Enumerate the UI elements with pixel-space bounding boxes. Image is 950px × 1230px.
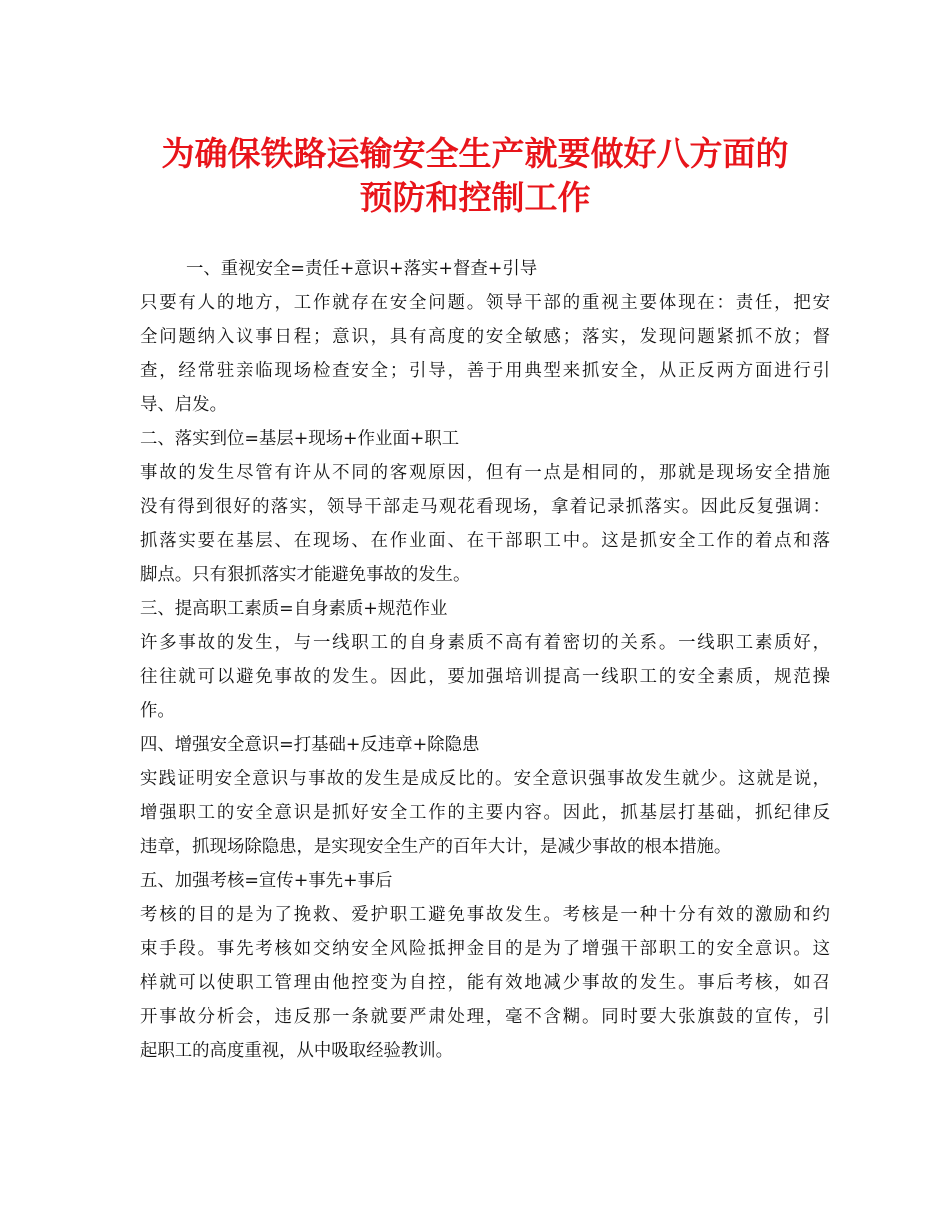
section-heading-3: 三、提高职工素质=自身素质+规范作业 [140, 599, 448, 619]
document-title-line-1: 为确保铁路运输安全生产就要做好八方面的 [161, 134, 789, 173]
section-heading-2: 二、落实到位=基层+现场+作业面+职工 [140, 429, 460, 449]
section-heading-1: 一、重视安全=责任+意识+落实+督查+引导 [186, 259, 538, 279]
paragraph-line: 增强职工的安全意识是抓好安全工作的主要内容。因此，抓基层打基础，抓纪律反 [140, 803, 830, 823]
paragraph-line: 导、启发。 [140, 395, 227, 415]
paragraph-line: 考核的目的是为了挽救、爱护职工避免事故发生。考核是一种十分有效的激励和约 [140, 905, 830, 925]
document-body [140, 252, 830, 1068]
paragraph-line: 抓落实要在基层、在现场、在作业面、在干部职工中。这是抓安全工作的着点和落 [140, 531, 830, 551]
paragraph-line: 往往就可以避免事故的发生。因此，要加强培训提高一线职工的安全素质，规范操 [140, 667, 830, 687]
paragraph-line: 起职工的高度重视，从中吸取经验教训。 [140, 1041, 454, 1061]
paragraph-line: 开事故分析会，违反那一条就要严肃处理，毫不含糊。同时要大张旗鼓的宣传，引 [140, 1007, 830, 1027]
paragraph-line: 束手段。事先考核如交纳安全风险抵押金目的是为了增强干部职工的安全意识。这 [140, 939, 830, 959]
paragraph-line: 事故的发生尽管有许从不同的客观原因，但有一点是相同的，那就是现场安全措施 [140, 463, 830, 483]
paragraph-line: 没有得到很好的落实，领导干部走马观花看现场，拿着记录抓落实。因此反复强调： [140, 497, 830, 517]
paragraph-line: 违章，抓现场除隐患，是实现安全生产的百年大计，是减少事故的根本措施。 [140, 837, 732, 857]
document-title-line-2: 预防和控制工作 [359, 178, 591, 217]
paragraph-line: 脚点。只有狠抓落实才能避免事故的发生。 [140, 565, 471, 585]
section-heading-4: 四、增强安全意识=打基础+反违章+除隐患 [140, 735, 480, 755]
paragraph-line: 样就可以使职工管理由他控变为自控，能有效地减少事故的发生。事后考核，如召 [140, 973, 830, 993]
paragraph-line: 查，经常驻亲临现场检查安全；引导，善于用典型来抓安全，从正反两方面进行引 [140, 361, 830, 381]
paragraph-line: 只要有人的地方，工作就存在安全问题。领导干部的重视主要体现在：责任，把安 [140, 293, 830, 313]
paragraph-line: 全问题纳入议事日程；意识，具有高度的安全敏感；落实，发现问题紧抓不放；督 [140, 327, 830, 347]
paragraph-line: 许多事故的发生，与一线职工的自身素质不高有着密切的关系。一线职工素质好， [140, 633, 830, 653]
paragraph-line: 实践证明安全意识与事故的发生是成反比的。安全意识强事故发生就少。这就是说， [140, 769, 830, 789]
paragraph-line: 作。 [140, 701, 175, 721]
section-heading-5: 五、加强考核=宣传+事先+事后 [140, 871, 393, 891]
